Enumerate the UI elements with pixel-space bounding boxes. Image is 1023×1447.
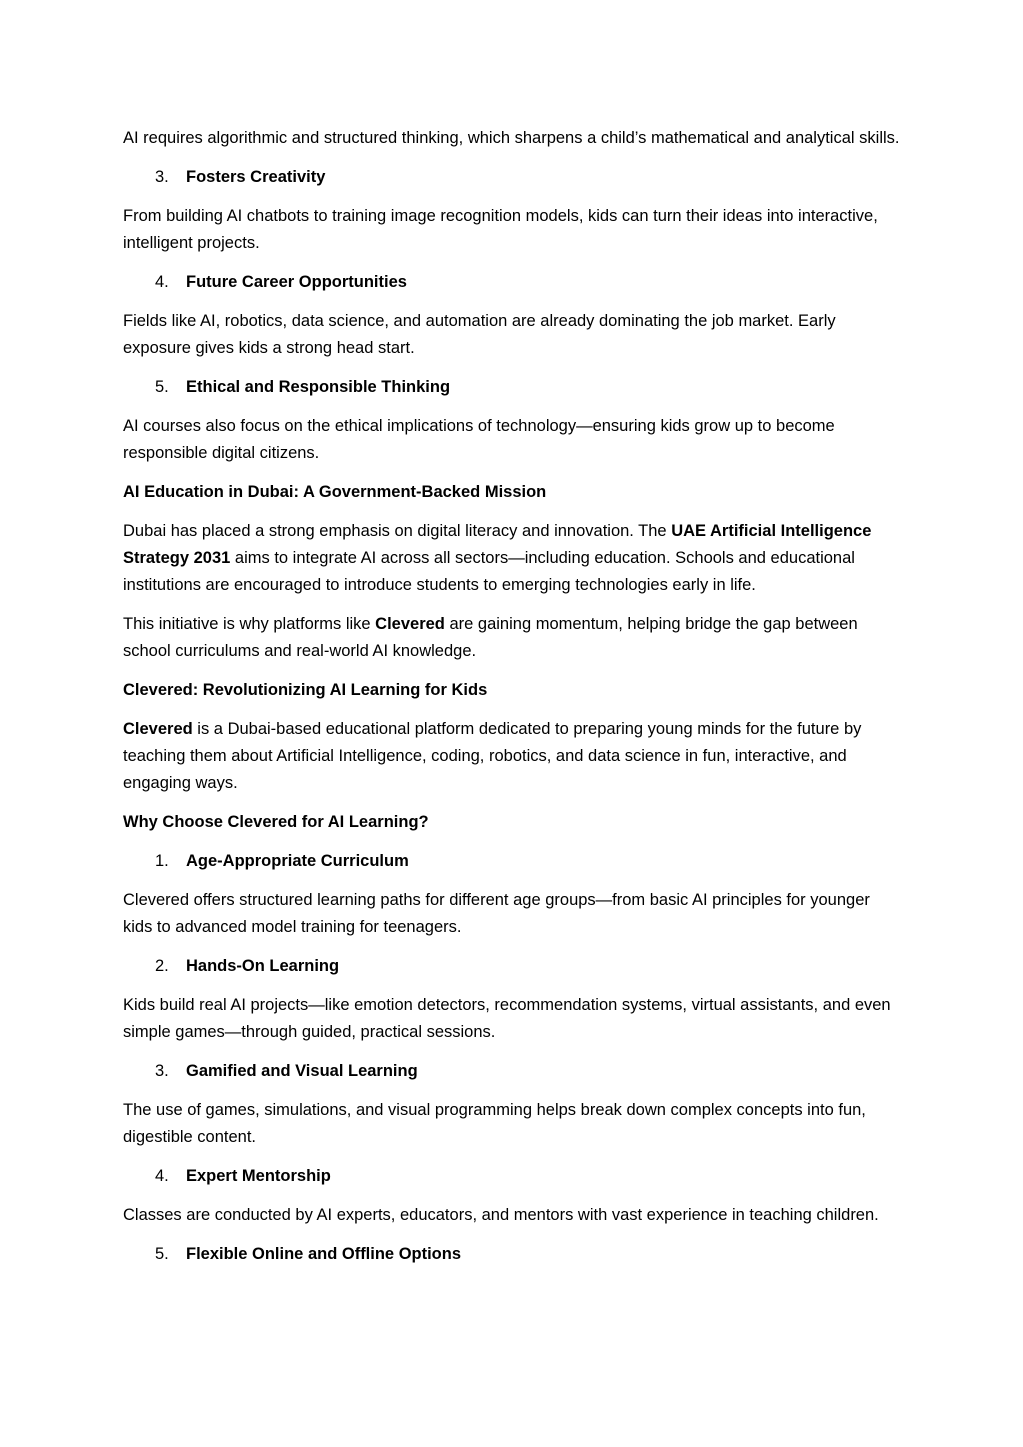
list-item-number: 2.: [155, 957, 169, 975]
text-run: Fosters Creativity: [186, 168, 326, 186]
text-run: are gaining momentum, helping bridge the gap between school curriculums and real-world AI knowledge.: [123, 615, 858, 660]
body-paragraph: [123, 1202, 900, 1229]
text-run: Age-Appropriate Curriculum: [186, 852, 409, 870]
text-run: The use of games, simulations, and visual programming helps break down complex concepts into fun, digestible content.: [123, 1101, 866, 1146]
text-run: Clevered: [375, 615, 445, 633]
text-run: aims to integrate AI across all sectors—including education. Schools and educational institutions are encouraged to introduce students to emerging technologies early in life.: [123, 549, 855, 594]
list-item-label: [186, 1163, 331, 1190]
list-item-number: 1.: [155, 852, 169, 870]
numbered-list-item: [123, 1058, 900, 1085]
list-item-label: [186, 269, 407, 296]
document-body: [123, 125, 900, 1268]
body-paragraph: [123, 611, 900, 665]
text-run: Clevered: Revolutionizing AI Learning for Kids: [123, 681, 488, 699]
list-item-label: [186, 374, 450, 401]
list-item-label: [186, 848, 409, 875]
body-paragraph: [123, 125, 900, 152]
section-heading: [123, 479, 900, 506]
body-paragraph: [123, 887, 900, 941]
numbered-list-item: [123, 1241, 900, 1268]
body-paragraph: [123, 1097, 900, 1151]
body-paragraph: [123, 308, 900, 362]
list-item-label: [186, 1241, 461, 1268]
text-run: Fields like AI, robotics, data science, and automation are already dominating the job market. Early exposure gives kids a strong head start.: [123, 312, 836, 357]
text-run: UAE Artificial Intelligence Strategy 2031: [123, 522, 872, 567]
list-item-number: 3.: [155, 1062, 169, 1080]
body-paragraph: [123, 716, 900, 797]
numbered-list-item: [123, 164, 900, 191]
list-item-number: 5.: [155, 378, 169, 396]
body-paragraph: [123, 413, 900, 467]
list-item-label: [186, 164, 325, 191]
text-run: AI courses also focus on the ethical implications of technology—ensuring kids grow up to become responsible digital citizens.: [123, 417, 835, 462]
text-run: Clevered offers structured learning paths for different age groups—from basic AI principles for younger kids to advanced model training for teenagers.: [123, 891, 870, 936]
numbered-list-item: [123, 848, 900, 875]
section-heading: [123, 809, 900, 836]
text-run: This initiative is why platforms like: [123, 615, 376, 633]
section-heading: [123, 677, 900, 704]
body-paragraph: [123, 518, 900, 599]
numbered-list-item: [123, 374, 900, 401]
text-run: Hands-On Learning: [186, 957, 340, 975]
text-run: AI requires algorithmic and structured thinking, which sharpens a child’s mathematical and analytical skills.: [123, 129, 900, 147]
list-item-number: 3.: [155, 168, 169, 186]
text-run: From building AI chatbots to training image recognition models, kids can turn their ideas into interactive, intelligent projects.: [123, 207, 878, 252]
text-run: Kids build real AI projects—like emotion detectors, recommendation systems, virtual assistants, and even simple games—through guided, practical sessions.: [123, 996, 891, 1041]
list-item-label: [186, 953, 339, 980]
text-run: is a Dubai-based educational platform dedicated to preparing young minds for the future by teaching them about Artificial Intelligence, coding, robotics, and data science in fun, interactive, and engaging ways.: [123, 720, 862, 792]
numbered-list-item: [123, 1163, 900, 1190]
text-run: Why Choose Clevered for AI Learning?: [123, 813, 429, 831]
list-item-number: 4.: [155, 1167, 169, 1185]
list-item-label: [186, 1058, 418, 1085]
text-run: Ethical and Responsible Thinking: [186, 378, 451, 396]
text-run: AI Education in Dubai: A Government-Backed Mission: [123, 483, 547, 501]
text-run: Classes are conducted by AI experts, educators, and mentors with vast experience in teaching children.: [123, 1206, 879, 1224]
numbered-list-item: [123, 953, 900, 980]
body-paragraph: [123, 992, 900, 1046]
list-item-number: 5.: [155, 1245, 169, 1263]
text-run: Clevered: [123, 720, 193, 738]
text-run: Future Career Opportunities: [186, 273, 407, 291]
text-run: Gamified and Visual Learning: [186, 1062, 418, 1080]
text-run: Flexible Online and Offline Options: [186, 1245, 462, 1263]
text-run: Expert Mentorship: [186, 1167, 331, 1185]
body-paragraph: [123, 203, 900, 257]
numbered-list-item: [123, 269, 900, 296]
list-item-number: 4.: [155, 273, 169, 291]
text-run: Dubai has placed a strong emphasis on digital literacy and innovation. The: [123, 522, 672, 540]
